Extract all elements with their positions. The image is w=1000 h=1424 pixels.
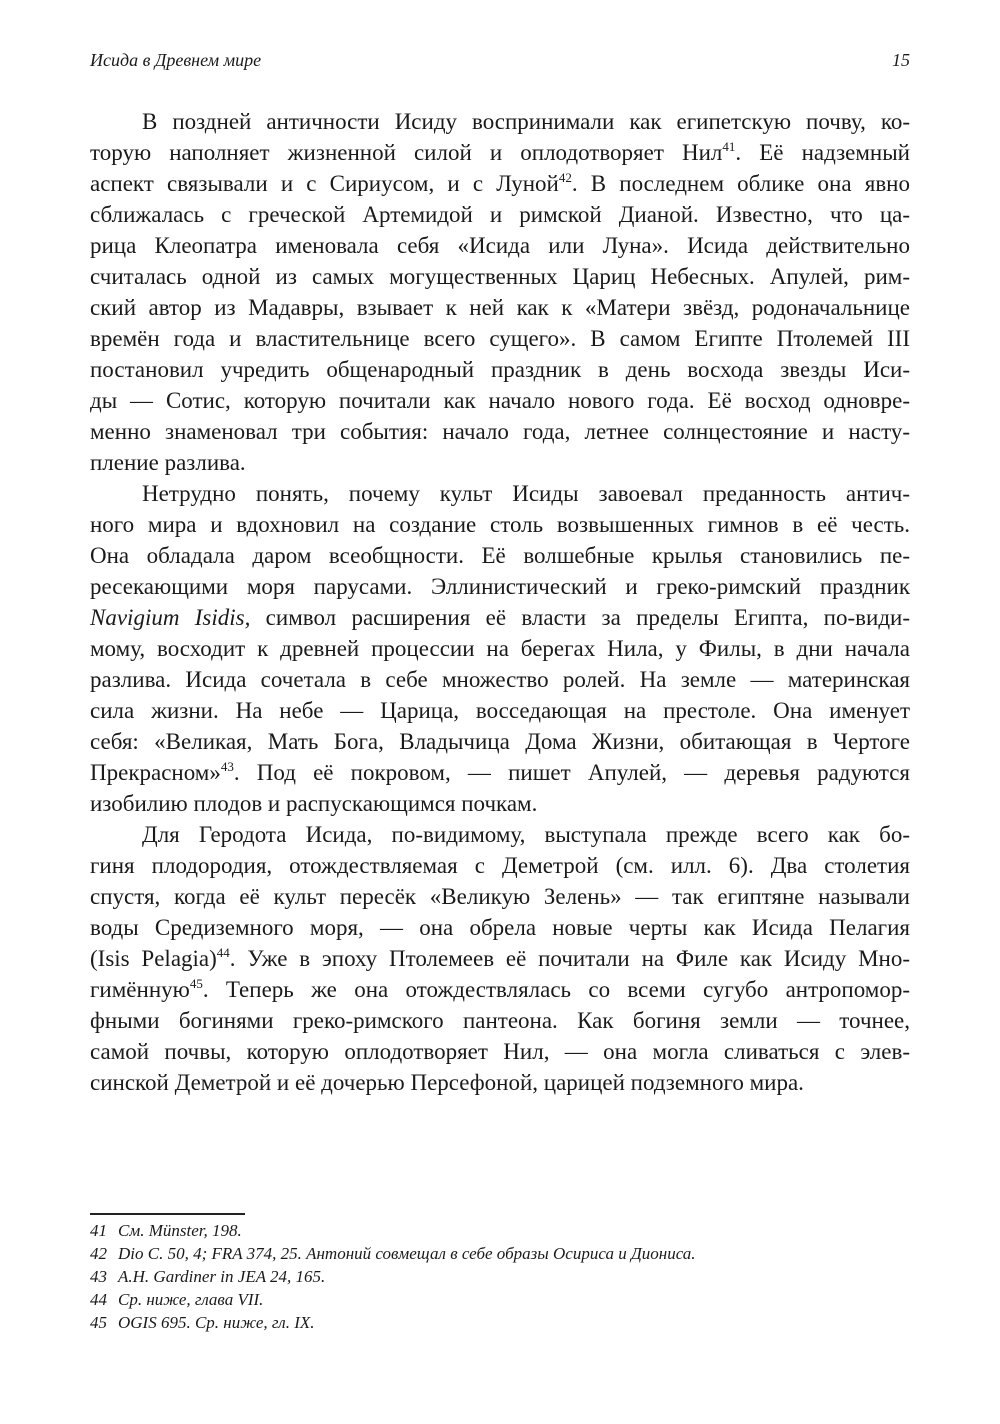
text-line [90, 943, 910, 974]
text-run: спустя, когда её культ пересёк «Великую Зелень» — так египтяне называли [90, 884, 910, 909]
text-line [90, 509, 910, 540]
text-run: считалась одной из самых могущественных Цариц Небесных. Апулей, рим- [90, 264, 910, 289]
text-line [90, 974, 910, 1005]
paragraph [90, 819, 910, 1098]
text-run: . В последнем облике она явно [571, 171, 910, 196]
footnote-text: См. Münster, 198. [118, 1221, 242, 1240]
text-line [90, 1067, 910, 1098]
page-number: 15 [892, 50, 910, 70]
text-line [90, 602, 910, 633]
text-run: разлива. Исида сочетала в себе множество ролей. На земле — материнская [90, 667, 910, 692]
footnote-text: Ср. ниже, глава VII. [118, 1290, 264, 1309]
text-run: ды — Сотис, которую почитали как начало нового года. Её восход одновре- [90, 388, 910, 413]
text-run: Нетрудно понять, почему культ Исиды завоевал преданность антич- [142, 481, 910, 506]
text-line [90, 633, 910, 664]
text-run: воды Средиземного моря, — она обрела новые черты как Исида Пелагия [90, 915, 910, 940]
text-line [90, 447, 910, 478]
text-run: (Isis Pelagia) [90, 946, 217, 971]
text-run: себя: «Великая, Мать Бога, Владычица Дома Жизни, обитающая в Чертоге [90, 729, 910, 754]
text-line [90, 230, 910, 261]
footnote [90, 1265, 910, 1288]
text-line [90, 757, 910, 788]
text-run: фными богинями греко-римского пантеона. Как богиня земли — точнее, [90, 1008, 910, 1033]
text-line [90, 137, 910, 168]
footnotes [90, 1219, 910, 1334]
text-run: ного мира и вдохновил на создание столь возвышенных гимнов в её честь. [90, 512, 910, 537]
text-run: гиня плодородия, отождествляемая с Деметрой (см. илл. 6). Два столетия [90, 853, 910, 878]
text-line [90, 168, 910, 199]
text-line [90, 850, 910, 881]
text-run: Прекрасном» [90, 760, 221, 785]
paragraph [90, 478, 910, 819]
text-run: В поздней античности Исиду воспринимали как египетскую почву, ко- [142, 109, 910, 134]
text-line [90, 664, 910, 695]
paragraph [90, 106, 910, 478]
footnote [90, 1288, 910, 1311]
text-line [90, 199, 910, 230]
text-run: . Её надземный [735, 140, 910, 165]
text-run: торую наполняет жизненной силой и оплодотворяет Нил [90, 140, 723, 165]
text-line [90, 478, 910, 509]
text-line [90, 912, 910, 943]
text-run: Для Геродота Исида, по-видимому, выступала прежде всего как бо- [142, 822, 910, 847]
text-run: синской Деметрой и её дочерью Персефоной, царицей подземного мира. [90, 1070, 804, 1095]
footnote-number: 43 [90, 1267, 107, 1286]
main-text [90, 106, 910, 1098]
text-run: . Под её покровом, — пишет Апулей, — деревья радуются [233, 760, 910, 785]
text-run: ресекающими моря парусами. Эллинистический и греко-римский праздник [90, 574, 910, 599]
footnote-ref: 45 [189, 976, 203, 991]
text-run: символ расширения её власти за пределы Египта, по-види- [250, 605, 910, 630]
footnote-number: 45 [90, 1313, 107, 1332]
text-line [90, 881, 910, 912]
text-run: . Уже в эпоху Птолемеев её почитали на Филе как Исиду Мно- [229, 946, 910, 971]
text-run: менно знаменовал три события: начало года, летнее солнцестояние и насту- [90, 419, 910, 444]
text-line [90, 571, 910, 602]
text-run: ский автор из Мадавры, взывает к ней как к «Матери звёзд, родоначальнице [90, 295, 910, 320]
text-line [90, 106, 910, 137]
text-run: рица Клеопатра именовала себя «Исида или Луна». Исида действительно [90, 233, 910, 258]
text-line [90, 819, 910, 850]
text-run: постановил учредить общенародный праздник в день восхода звезды Иси- [90, 357, 910, 382]
footnote-number: 44 [90, 1290, 107, 1309]
footnote [90, 1219, 910, 1242]
footnote-number: 42 [90, 1244, 107, 1263]
footnote-ref: 44 [216, 945, 230, 960]
footnote [90, 1242, 910, 1265]
text-line [90, 416, 910, 447]
text-run: мому, восходит к древней процессии на берегах Нила, у Филы, в дни начала [90, 636, 910, 661]
text-line [90, 540, 910, 571]
text-run: самой почвы, которую оплодотворяет Нил, — она могла сливаться с элев- [90, 1039, 910, 1064]
text-run: . Теперь же она отождествлялась со всеми сугубо антропомор- [202, 977, 910, 1002]
text-line [90, 726, 910, 757]
text-run: гимённую [90, 977, 190, 1002]
text-run: аспект связывали и с Сириусом, и с Луной [90, 171, 559, 196]
text-line [90, 788, 910, 819]
text-line [90, 261, 910, 292]
text-run: пление разлива. [90, 450, 246, 475]
text-line [90, 323, 910, 354]
footnote [90, 1311, 910, 1334]
text-run: сближалась с греческой Артемидой и римской Дианой. Известно, что ца- [90, 202, 910, 227]
text-run: времён года и властительнице всего сущего». В самом Египте Птолемей III [90, 326, 910, 351]
footnote-divider [90, 1213, 245, 1215]
text-line [90, 695, 910, 726]
footnote-text: Dio C. 50, 4; FRA 374, 25. Антоний совмещал в себе образы Осириса и Диониса. [118, 1244, 696, 1263]
text-run: сила жизни. На небе — Царица, восседающая на престоле. Она именует [90, 698, 910, 723]
footnote-ref: 41 [722, 139, 736, 154]
footnote-text: OGIS 695. Ср. ниже, гл. IX. [118, 1313, 315, 1332]
text-line [90, 1005, 910, 1036]
text-line [90, 385, 910, 416]
text-run: Она обладала даром всеобщности. Её волшебные крылья становились пе- [90, 543, 910, 568]
text-line [90, 292, 910, 323]
text-run: изобилию плодов и распускающимся почкам. [90, 791, 538, 816]
footnote-text: A.H. Gardiner in JEA 24, 165. [118, 1267, 326, 1286]
text-line [90, 1036, 910, 1067]
running-header [90, 50, 910, 71]
text-line [90, 354, 910, 385]
running-title: Исида в Древнем мире [90, 50, 262, 70]
italic-term: Navigium Isidis, [90, 605, 251, 630]
footnote-ref: 43 [220, 759, 234, 774]
footnote-ref: 42 [558, 170, 572, 185]
footnote-number: 41 [90, 1221, 107, 1240]
